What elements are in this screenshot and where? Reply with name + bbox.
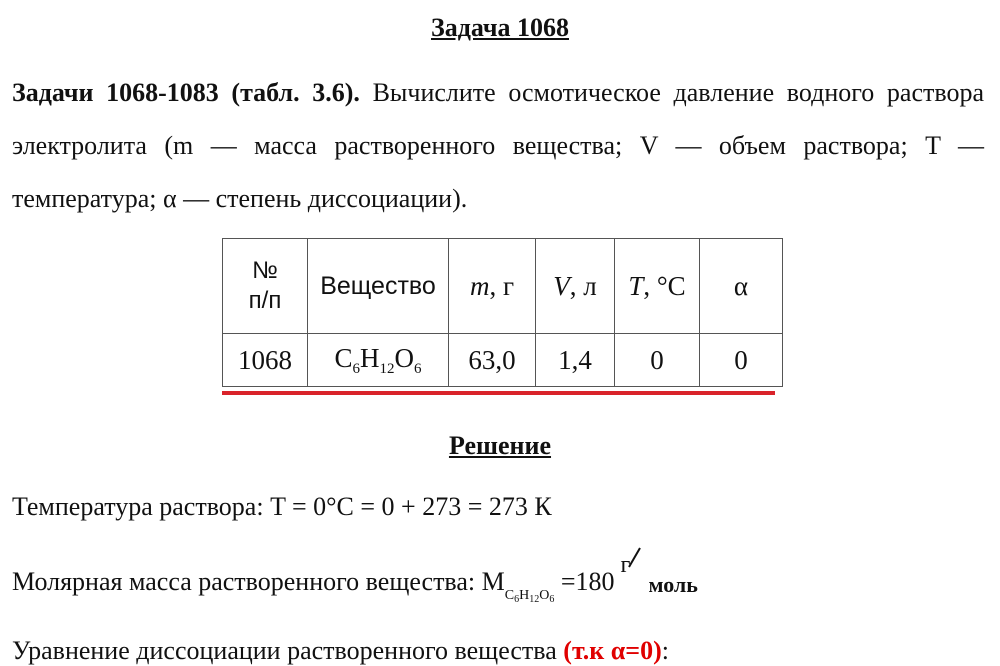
molar-mass-line: Молярная масса растворенного вещества: $M_{C_6H_{12}O_6} =180$ г моль <box>12 560 695 606</box>
cell-volume: 1,4 <box>536 334 615 387</box>
header-number: № п/п <box>223 239 308 334</box>
temperature-formula: T = 0°C = 0 + 273 = 273 К <box>270 492 552 521</box>
header-mass: m, г <box>449 239 536 334</box>
dissociation-line: Уравнение диссоциации растворенного вещества (т.к α=0): <box>12 636 669 665</box>
solution-heading: Решение <box>448 431 552 460</box>
table-underline-decoration <box>222 391 775 395</box>
header-substance: Вещество <box>308 239 449 334</box>
header-temperature: T, °С <box>615 239 700 334</box>
cell-substance: $C_6H_{12}O_6$ <box>308 334 449 387</box>
problem-text: Вычислите осмотическое давление водного раствора электролита (m — масса растворенного вещества; V — объем раствора; T —температура; α — степень диссоциации). <box>12 78 984 213</box>
problem-range-label: Задачи 1068-1083 (табл. 3.6). <box>12 78 360 107</box>
cell-number: 1068 <box>223 334 308 387</box>
dissociation-note: (т.к α=0) <box>563 636 662 665</box>
data-table <box>222 238 783 387</box>
problem-statement <box>12 66 984 225</box>
page-title: Задача 1068 <box>431 13 569 42</box>
cell-temperature: 0 <box>615 334 700 387</box>
temperature-line: Температура раствора: T = 0°C = 0 + 273 = 273 К <box>12 492 552 521</box>
header-alpha: α <box>700 239 783 334</box>
header-volume: V, л <box>536 239 615 334</box>
cell-alpha: 0 <box>700 334 783 387</box>
unit-fraction: г моль <box>615 560 695 606</box>
table-row <box>223 334 783 387</box>
table-header-row <box>223 239 783 334</box>
cell-mass: 63,0 <box>449 334 536 387</box>
molar-mass-formula: $M_{C_6H_{12}O_6} =180$ г моль <box>482 567 695 596</box>
